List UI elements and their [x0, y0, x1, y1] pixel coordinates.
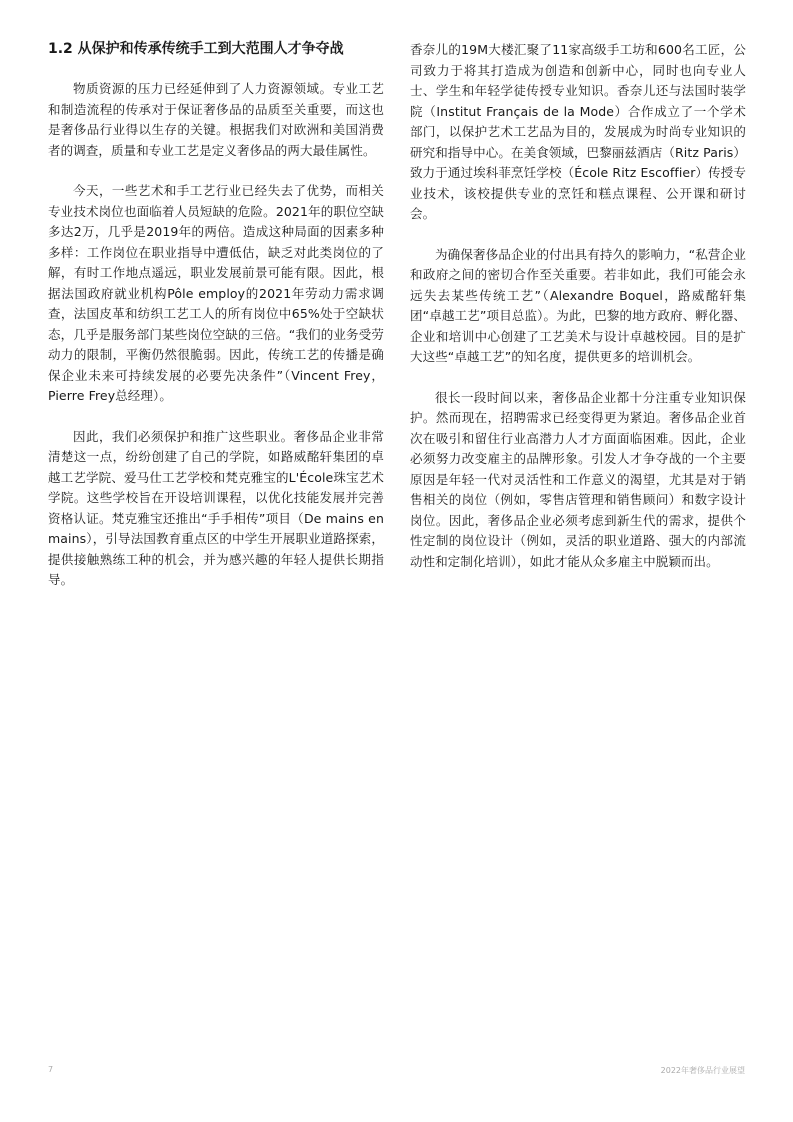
left-column [48, 38, 384, 611]
paragraph-public-private-cooperation: 为确保奢侈品企业的付出具有持久的影响力，“私营企业和政府之间的密切合作至关重要。若非如此，我们可能会永远失去某些传统工艺”（Alexandre Boquel，路威酩轩集团“卓越工艺”项目总监）。为此，巴黎的地方政府、孵化器、企业和培训中心创建了工艺美术与设计卓越校园。目的是扩大这些“卓越工艺”的知名度，提供更多的培训机会。 [410, 246, 746, 364]
paragraph-brand-academies: 因此，我们必须保护和推广这些职业。奢侈品企业非常清楚这一点，纷纷创建了自己的学院，如路威酩轩集团的卓越工艺学院、爱马仕工艺学校和梵克雅宝的L'École珠宝艺术学院。这些学校旨在开设培训课程，以优化技能发展并完善资格认证。梵克雅宝还推出“手手相传”项目（De mains en mains），引导法国教育重点区的中学生开展职业道路探索，提供接触熟练工种的机会，并为感兴趣的年轻人提供长期指导。 [48, 428, 384, 587]
paragraph-job-vacancies: 今天，一些艺术和手工艺行业已经失去了优势，而相关专业技术岗位也面临着人员短缺的危险。2021年的职位空缺多达2万，几乎是2019年的两倍。造成这种局面的因素多种多样：工作岗位在职业指导中遭低估，缺乏对此类岗位的了解，有时工作地点遥远，职业发展前景可能有限。因此，根据法国政府就业机构Pôle employ的2021年劳动力需求调查，法国皮革和纺织工艺工人的所有岗位中65%处于空缺状态，几乎是服务部门某些岗位空缺的三倍。“我们的业务受劳动力的限制，平衡仍然很脆弱。因此，传统工艺的传播是确保企业未来可持续发展的必要先决条件”（Vincent Frey，Pierre Frey总经理）。 [48, 183, 384, 403]
report-title: 2022年奢侈品行业展望 [660, 1066, 745, 1075]
paragraph-talent-war: 很长一段时间以来，奢侈品企业都十分注重专业知识保护。然而现在，招聘需求已经变得更为紧迫。奢侈品企业首次在吸引和留住行业高潜力人才方面面临困难。因此，企业必须努力改变雇主的品牌形象。引发人才争夺战的一个主要原因是年轻一代对灵活性和工作意义的渴望，尤其是对于销售相关的岗位（例如，零售店管理和销售顾问）和数字设计岗位。因此，奢侈品企业必须考虑到新生代的需求，提供个性定制的岗位设计（例如，灵活的职业道路、强大的内部流动性和定制化培训），如此才能从众多雇主中脱颖而出。 [410, 389, 746, 569]
paragraph-talent-pressure: 物质资源的压力已经延伸到了人力资源领域。专业工艺和制造流程的传承对于保证奢侈品的品质至关重要，而这也是奢侈品行业得以生存的关键。根据我们对欧洲和美国消费者的调查，质量和专业工艺是定义奢侈品的两大最佳属性。 [48, 81, 384, 158]
section-heading: 1.2 从保护和传承传统手工到大范围人才争夺战 [48, 41, 344, 57]
page-number: 7 [48, 1065, 54, 1074]
right-column [410, 40, 746, 592]
paragraph-chanel-ritz: 香奈儿的19M大楼汇聚了11家高级手工坊和600名工匠，公司致力于将其打造成为创造和创新中心，同时也向专业人士、学生和年轻学徒传授专业知识。香奈儿还与法国时装学院（Institut Français de la Mode）合作成立了一个学术部门，以保护艺术工艺品为目的，发展成为时尚专业知识的研究和指导中心。在美食领域，巴黎丽兹酒店（Ritz Paris）致力于通过埃科菲烹饪学校（École Ritz Escoffier）传授专业技术，该校提供专业的烹饪和糕点课程、公开课和研讨会。 [410, 42, 746, 221]
